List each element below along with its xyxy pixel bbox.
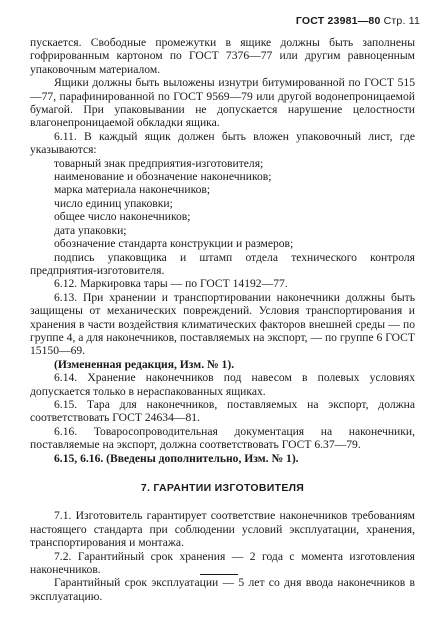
list-item: товарный знак предприятия-изготовителя;: [54, 156, 264, 170]
page-header: [296, 15, 420, 27]
paragraph-6-14: 6.14. Хранение наконечников под навесом в полевых условиях допускается только в нераспакованных ящиках.: [30, 371, 415, 398]
paragraph: пускается. Свободные промежутки в ящике должны быть заполнены гофрированным картоном по ГОСТ 7376—77 или другим равноценным упаковочным материалом.: [30, 36, 415, 76]
paragraph-6-12: 6.12. Маркировка тары — по ГОСТ 14192—77.: [54, 277, 288, 291]
list-item: общее число наконечников;: [54, 210, 191, 224]
paragraph-7-1: 7.1. Изготовитель гарантирует соответствие наконечников требованиям настоящего стандарта при соблюдении условий эксплуатации, хранения, транспортирования и монтажа.: [30, 509, 415, 550]
document-body: [30, 36, 415, 603]
paragraph-6-16: 6.16. Товаросопроводительная документация на наконечники, поставляемые на экспорт, должна соответствовать ГОСТ 6.37—79.: [30, 424, 415, 452]
page-number: Стр. 11: [383, 15, 420, 27]
list-item: марка материала наконечников;: [54, 183, 211, 197]
paragraph-6-13: 6.13. При хранении и транспортировании наконечники должны быть защищены от механических повреждений. Условия транспортирования и хранения в части воздействия климатических факторов внешней среды — по группе 4, а для наконечников, поставляемых на экспорт, — по группе 6 ГОСТ 15150—69.: [30, 290, 415, 358]
section-title: 7. ГАРАНТИИ ИЗГОТОВИТЕЛЯ: [140, 482, 305, 494]
list-item: подпись упаковщика и штамп отдела технического контроля предприятия-изготовителя.: [30, 250, 415, 277]
paragraph-7-3: Гарантийный срок эксплуатации — 5 лет со дня ввода наконечников в эксплуатацию.: [30, 576, 415, 603]
document-code: ГОСТ 23981—80: [295, 15, 381, 27]
paragraph: 6.11. В каждый ящик должен быть вложен упаковочный лист, где указываются:: [30, 129, 415, 157]
paragraph: Ящики должны быть выложены изнутри битумированной по ГОСТ 515—77, парафинированной по ГОСТ 9569—79 или другой водонепроницаемой бумагой. При упаковывании не допускается нарушение целостности влагонепроницаемой обкладки ящика.: [30, 76, 415, 130]
list-item: обозначение стандарта конструкции и размеров;: [54, 237, 294, 251]
list-item: дата упаковки;: [54, 223, 127, 237]
paragraph-6-15: 6.15. Тара для наконечников, поставляемых на экспорт, должна соответствовать ГОСТ 24634—81.: [30, 397, 415, 425]
list-item: наименование и обозначение наконечников;: [54, 170, 272, 184]
list-item: число единиц упаковки;: [54, 196, 173, 210]
end-rule-divider: [200, 574, 238, 575]
amendment-note: (Измененная редакция, Изм. № 1).: [54, 357, 235, 371]
paragraph-7-2: 7.2. Гарантийный срок хранения — 2 года с момента изготовления наконечников.: [30, 549, 415, 577]
amendment-note: 6.15, 6.16. (Введены дополнительно, Изм. № 1).: [54, 451, 299, 465]
